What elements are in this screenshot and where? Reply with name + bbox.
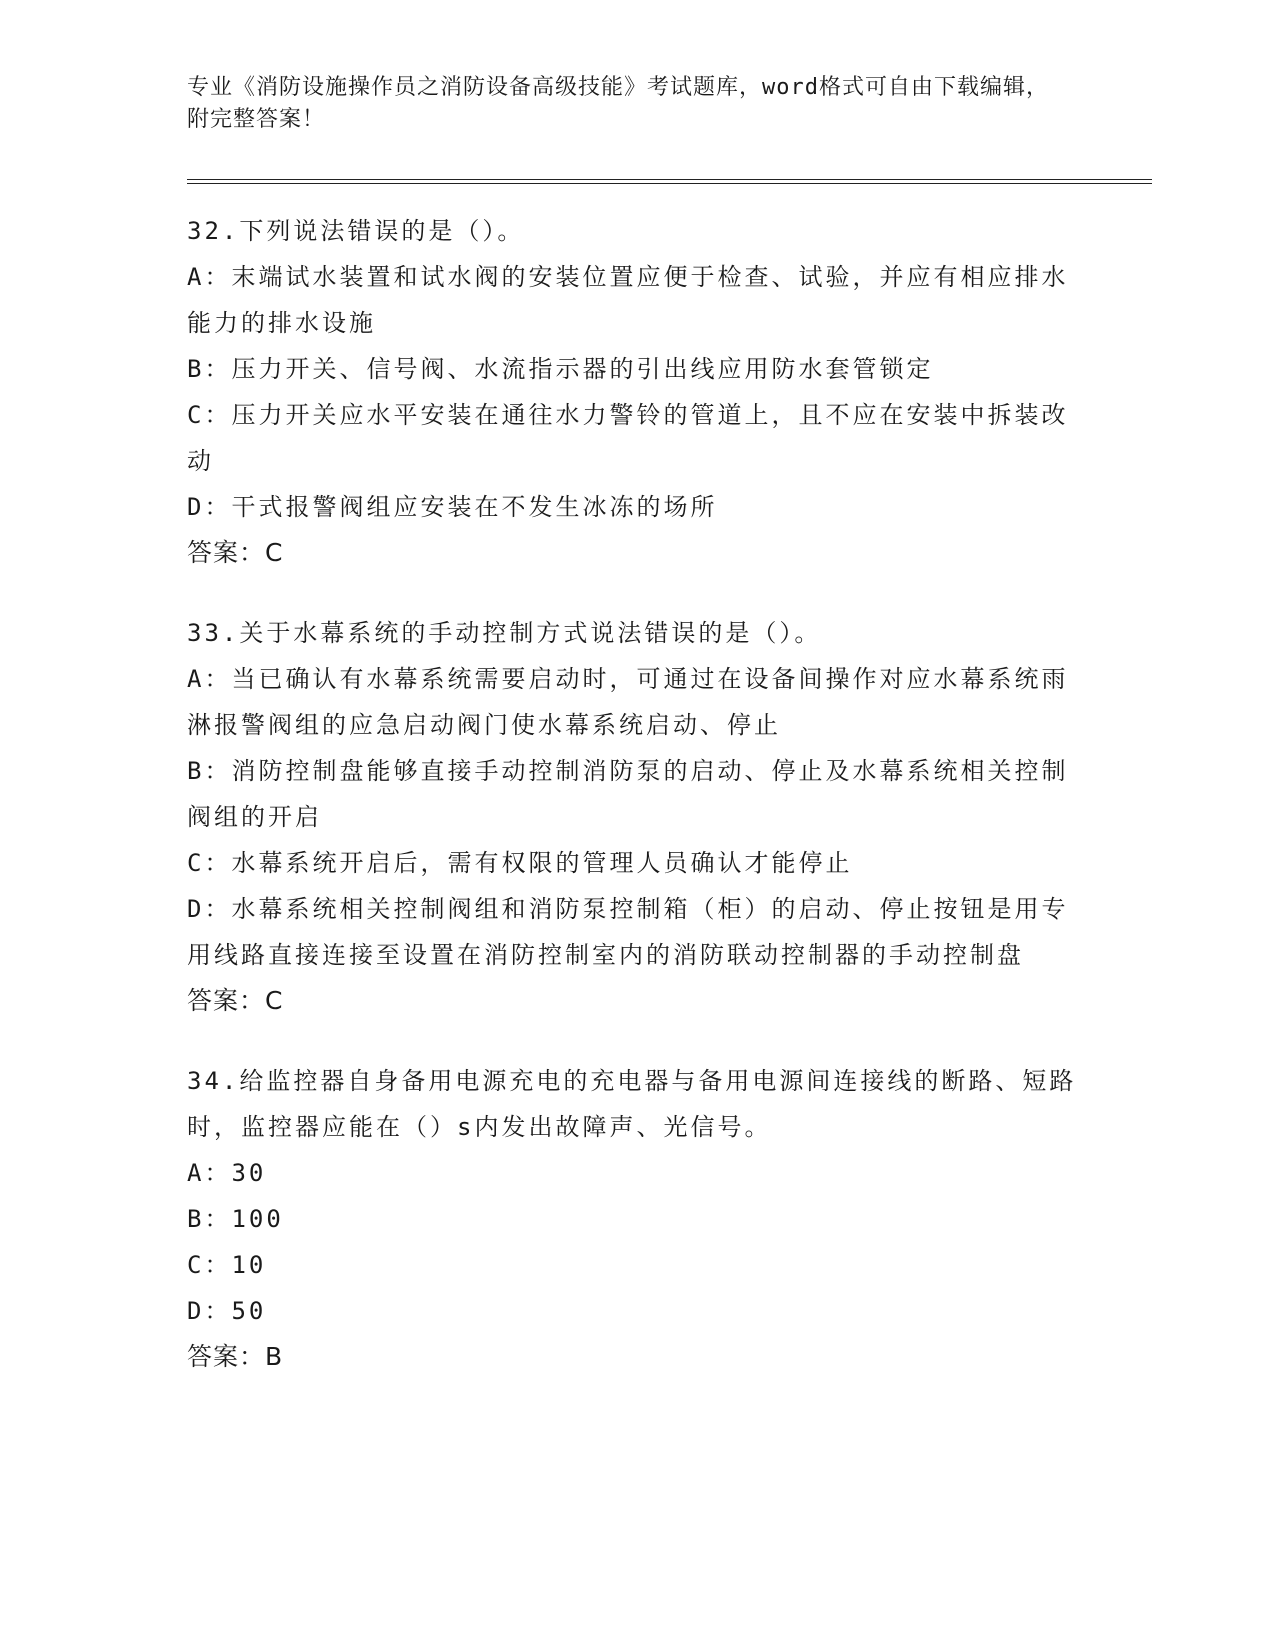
question-stem: 32.下列说法错误的是（）。 (187, 217, 525, 245)
document-header: 专业《消防设施操作员之消防设备高级技能》考试题库，word格式可自由下载编辑，附完整答案！ (187, 75, 1049, 132)
option-b: B：100 (187, 1205, 284, 1233)
option-d: D：50 (187, 1297, 267, 1325)
header-divider-bottom (187, 183, 1152, 184)
option-a: A：末端试水装置和试水阀的安装位置应便于检查、试验，并应有相应排水能力的排水设施 (187, 263, 1069, 337)
option-a: A：30 (187, 1159, 267, 1187)
question-32 (187, 208, 1087, 576)
question-stem: 33.关于水幕系统的手动控制方式说法错误的是（）。 (187, 619, 822, 647)
option-a: A：当已确认有水幕系统需要启动时，可通过在设备间操作对应水幕系统雨淋报警阀组的应急启动阀门使水幕系统启动、停止 (187, 665, 1069, 739)
answer-line: 答案：B (187, 1342, 284, 1371)
option-c: C：水幕系统开启后，需有权限的管理人员确认才能停止 (187, 849, 853, 877)
question-33 (187, 610, 1087, 1024)
option-b: B：压力开关、信号阀、水流指示器的引出线应用防水套管锁定 (187, 355, 934, 383)
option-d: D：干式报警阀组应安装在不发生冰冻的场所 (187, 493, 718, 521)
question-stem: 34.给监控器自身备用电源充电的充电器与备用电源间连接线的断路、短路时，监控器应能在（）s内发出故障声、光信号。 (187, 1067, 1077, 1141)
header-divider-top (187, 179, 1152, 180)
option-c: C：10 (187, 1251, 267, 1279)
option-d: D：水幕系统相关控制阀组和消防泵控制箱（柜）的启动、停止按钮是用专用线路直接连接至设置在消防控制室内的消防联动控制器的手动控制盘 (187, 895, 1069, 969)
question-list (187, 208, 1087, 1414)
answer-line: 答案：C (187, 538, 284, 567)
option-c: C：压力开关应水平安装在通往水力警铃的管道上，且不应在安装中拆装改动 (187, 401, 1069, 475)
answer-line: 答案：C (187, 986, 284, 1015)
option-b: B：消防控制盘能够直接手动控制消防泵的启动、停止及水幕系统相关控制阀组的开启 (187, 757, 1069, 831)
question-34 (187, 1058, 1087, 1380)
